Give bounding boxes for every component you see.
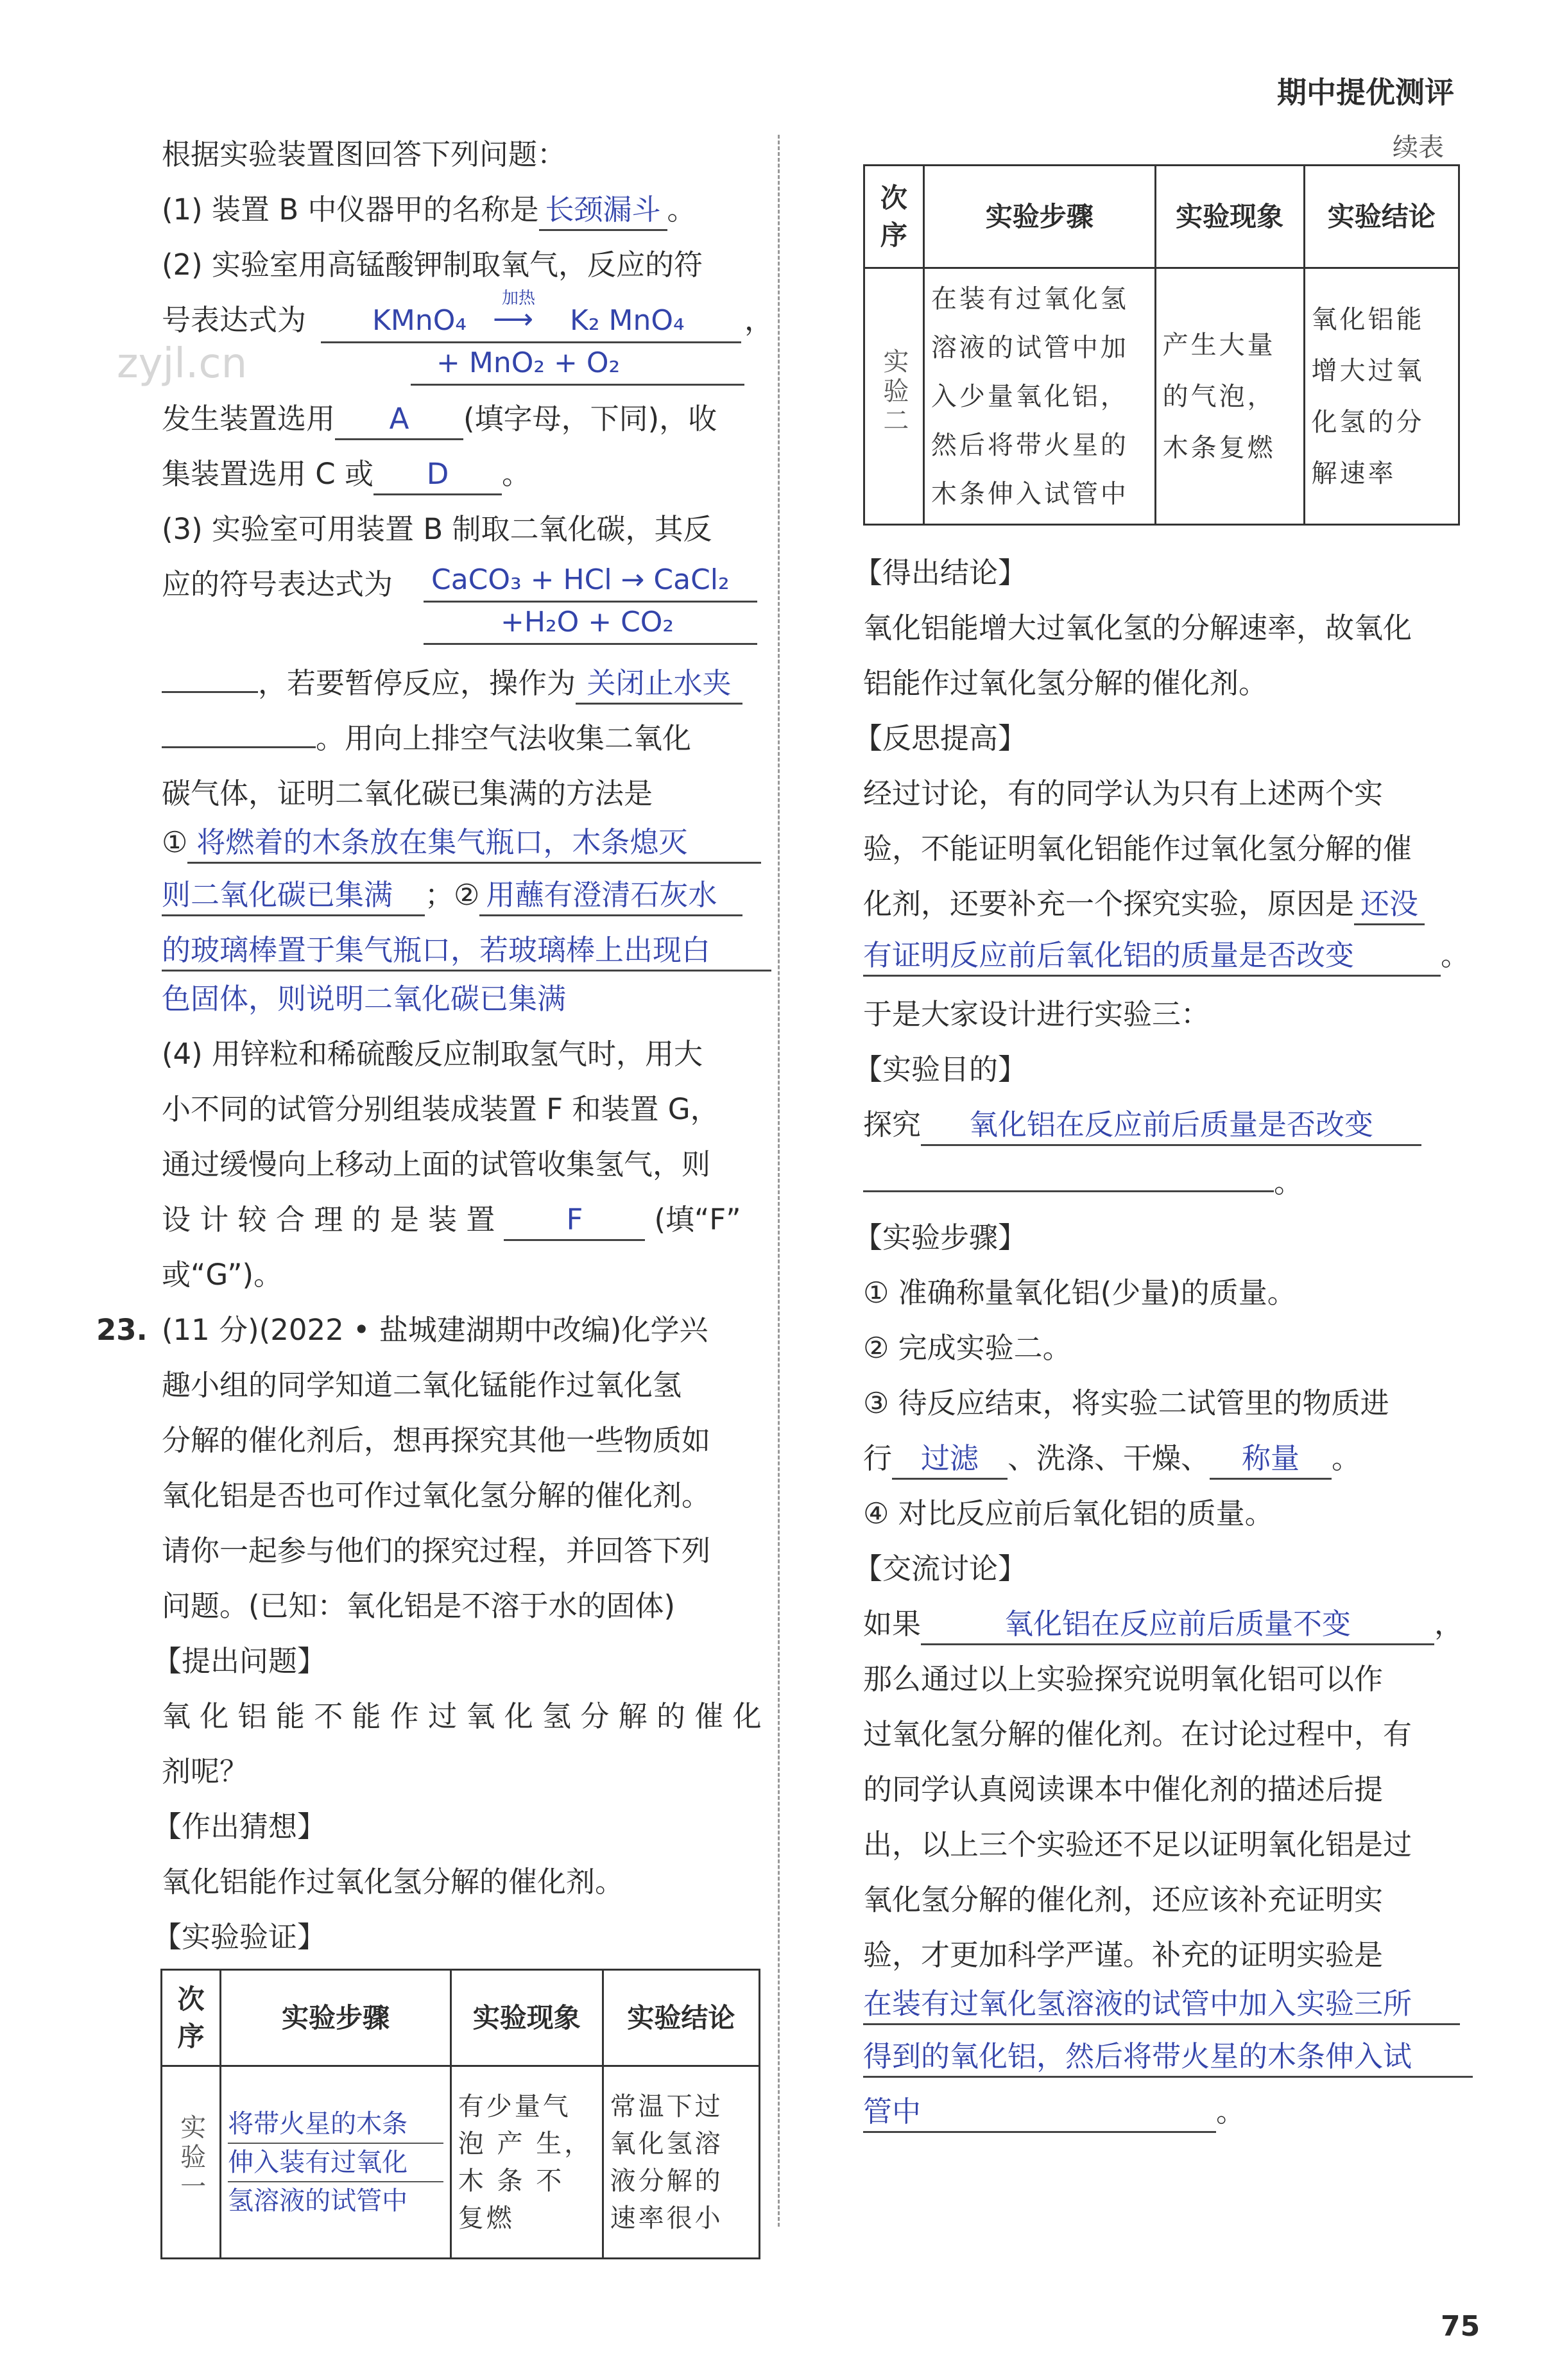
t1-header-conclusion: 实验结论 (603, 1970, 759, 2066)
q4-line4 (162, 1192, 741, 1247)
q2-gen-answer: A (335, 400, 463, 440)
discuss-comma: ， (1434, 1607, 1464, 1641)
page-header-title: 期中提优测评 (1277, 75, 1454, 110)
step1: ① 准确称量氧化铝(少量)的质量。 (863, 1276, 1296, 1310)
q23-line3: 分解的催化剂后，想再探究其他一些物质如 (162, 1423, 711, 1457)
reflect-end: 。 (1441, 938, 1470, 972)
t2-step-line5: 木条伸入试管中 (931, 479, 1129, 509)
final-answer-line2: 得到的氧化铝，然后将带火星的木条伸入试 (863, 2037, 1473, 2078)
q3-equation-line1 (424, 562, 757, 603)
q3-method-line3 (162, 923, 771, 978)
step3-mid: 、洗涤、干燥、 (1008, 1441, 1210, 1475)
q2-eq-arrow: ⟶ (493, 303, 534, 336)
reflect-answer-b: 有证明反应前后氧化铝的质量是否改变 (863, 936, 1441, 977)
t2-step-line3: 入少量氧化铝， (931, 381, 1129, 411)
q23-question-2: 剂呢？ (162, 1754, 249, 1788)
q2-eq-reactant: KMnO₄ (372, 304, 467, 337)
q2-col-end: 。 (502, 457, 531, 491)
purpose-line2 (863, 1155, 1303, 1210)
reflect-answer-a: 还没 (1354, 885, 1425, 925)
q4-answer: F (504, 1201, 645, 1241)
q3-eq1: CaCO₃ + HCl → CaCl₂ (431, 563, 730, 596)
q3-line1: (3) 实验室可用装置 B 制取二氧化碳，其反 (162, 512, 712, 546)
q1-answer: 长颈漏斗 (539, 191, 667, 231)
t2-co-line1: 氧化铝能 (1311, 304, 1425, 334)
discuss-d6: 验，才更加科学严谨。补充的证明实验是 (863, 1938, 1384, 1972)
t2-order-text: 实验二 (879, 348, 909, 436)
q2-eq-product1: K₂ MnO₄ (570, 304, 685, 337)
t2-ph-line3: 木条复燃 (1162, 432, 1276, 463)
t1-step-line1: 将带火星的木条 (228, 2105, 443, 2144)
q4-line5: 或“G”)。 (162, 1258, 283, 1292)
q2-equation-line1 (321, 289, 741, 343)
discuss-d5: 氧化氢分解的催化剂，还应该补充证明实 (863, 1883, 1384, 1917)
t2-header-phenomenon: 实验现象 (1155, 166, 1304, 268)
t1-step-line3: 氢溶液的试管中 (228, 2186, 408, 2216)
t2-header-order: 次序 (864, 166, 924, 268)
q23-guess-heading: 【作出猜想】 (153, 1810, 327, 1844)
q1-end: 。 (667, 193, 696, 227)
t2-phenomenon (1155, 268, 1304, 525)
step3-a: ③ 待反应结束，将实验二试管里的物质进 (863, 1386, 1389, 1420)
q2-gen-note: (填字母，下同)，收 (463, 402, 717, 436)
q3-method-line4 (162, 972, 566, 1027)
final-answer-2 (863, 2029, 1473, 2084)
t2-ph-line2: 的气泡， (1162, 381, 1276, 411)
q3-m2-answer-c: 色固体，则说明二氧化碳已集满 (162, 982, 567, 1016)
q4-prompt: 设 计 较 合 理 的 是 装 置 (162, 1203, 495, 1237)
t2-header-step: 实验步骤 (923, 166, 1155, 268)
t1-order-text: 实验一 (176, 2114, 206, 2202)
q4-line1: (4) 用锌粒和稀硫酸反应制取氢气时，用大 (162, 1037, 703, 1071)
discuss-d2: 过氧化氢分解的催化剂。在讨论过程中，有 (863, 1717, 1412, 1751)
q3-pause-answer: 关闭止水夹 (576, 664, 742, 705)
q4-line2: 小不同的试管分别组装成装置 F 和装置 G， (162, 1092, 719, 1126)
q23-guess: 氧化铝能作过氧化氢分解的催化剂。 (162, 1865, 624, 1899)
q2-line1: (2) 实验室用高锰酸钾制取氧气，反应的符 (162, 248, 703, 282)
reflect-line4 (863, 928, 1470, 983)
purpose-line (863, 1097, 1421, 1152)
q1-prompt: (1) 装置 B 中仪器甲的名称是 (162, 193, 539, 227)
q2-col-line (162, 447, 531, 502)
q3-blank-continuation-2 (162, 746, 316, 748)
t1-order (162, 2066, 221, 2259)
q3-eq2: +H₂O + CO₂ (501, 606, 674, 638)
q2-gen-line (162, 391, 717, 447)
t2-header-conclusion: 实验结论 (1304, 166, 1459, 268)
final-answer-line3: 管中 (863, 2093, 1216, 2133)
q2-gen-prompt: 发生装置选用 (162, 402, 336, 436)
q2-eq-comma: ， (744, 303, 774, 337)
discuss-line (863, 1597, 1463, 1652)
steps-heading: 【实验步骤】 (853, 1220, 1027, 1254)
reflect-line3 (863, 877, 1425, 932)
q23-verify-heading: 【实验验证】 (153, 1920, 327, 1954)
q2-equation-line2 (411, 347, 744, 386)
q3-m1-answer-a: 将燃着的木条放在集气瓶口，木条熄灭 (187, 823, 761, 864)
q2-eq-condition: 加热 (502, 289, 536, 308)
t1-co-line3: 液分解的 (610, 2166, 723, 2196)
q3-pause-prompt: ，若要暂停反应，操作为 (258, 666, 576, 700)
q23-number: 23. (96, 1313, 148, 1347)
t2-step-line2: 溶液的试管中加 (931, 332, 1129, 363)
t2-step-line1: 在装有过氧化氢 (931, 284, 1129, 314)
discuss-answer: 氧化铝在反应前后质量不变 (921, 1605, 1434, 1645)
reflect-prompt: 化剂，还要补充一个探究实验，原因是 (863, 887, 1355, 921)
conclude-line2: 铝能作过氧化氢分解的催化剂。 (863, 666, 1268, 700)
conclude-heading: 【得出结论】 (853, 556, 1027, 590)
q23-question-1: 氧 化 铝 能 不 能 作 过 氧 化 氢 分 解 的 催 化 (162, 1699, 762, 1733)
q3-blank-continuation (162, 691, 258, 693)
q23-line1: (11 分)(2022 • 盐城建湖期中改编)化学兴 (162, 1313, 708, 1347)
step3-end: 。 (1332, 1441, 1361, 1475)
q3-method-line2 (162, 868, 742, 923)
q3-line5-text: 。用向上排空气法收集二氧化 (316, 721, 692, 755)
q23-line5: 请你一起参与他们的探究过程，并回答下列 (162, 1534, 711, 1568)
purpose-prompt: 探究 (863, 1108, 922, 1142)
q3-pause-line (162, 656, 742, 711)
q3-m2-answer-b: 的玻璃棒置于集气瓶口，若玻璃棒上出现白 (162, 931, 771, 972)
q23-line4: 氧化铝是否也可作过氧化氢分解的催化剂。 (162, 1478, 711, 1512)
t1-header-step: 实验步骤 (221, 1970, 451, 2066)
final-answer-3 (863, 2084, 1245, 2139)
final-answer-line1: 在装有过氧化氢溶液的试管中加入实验三所 (863, 1985, 1460, 2025)
purpose-answer: 氧化铝在反应前后质量是否改变 (921, 1106, 1421, 1146)
reflect-line2: 验，不能证明氧化铝能作过氧化氢分解的催 (863, 832, 1412, 866)
t1-header-order: 次序 (162, 1970, 221, 2066)
conclude-line1: 氧化铝能增大过氧化氢的分解速率，故氧化 (863, 611, 1412, 645)
q3-m2-sep: ；② (425, 878, 480, 912)
q1-text (162, 182, 696, 237)
final-end: 。 (1216, 2094, 1246, 2128)
q3-m1-label: ① (162, 825, 188, 859)
q23-line2: 趣小组的同学知道二氧化锰能作过氧化氢 (162, 1368, 682, 1402)
t2-co-line2: 增大过氧 (1311, 355, 1425, 386)
purpose-end: 。 (1274, 1165, 1303, 1199)
watermark: zyjl.cn (117, 340, 248, 388)
step3-answer-2: 称量 (1210, 1439, 1332, 1480)
t2-step-line4: 然后将带火星的 (931, 430, 1129, 460)
final-answer-1 (863, 1976, 1460, 2032)
q3-line6: 碳气体，证明二氧化碳已集满的方法是 (162, 776, 653, 810)
step3-b (863, 1431, 1360, 1486)
step2: ② 完成实验二。 (863, 1331, 1072, 1365)
t1-ph-line1: 有少量气 (458, 2091, 571, 2121)
t1-conclusion (603, 2066, 759, 2259)
t2-conclusion (1304, 268, 1459, 525)
design3-text: 于是大家设计进行实验三： (863, 997, 1210, 1031)
t1-ph-line2: 泡 产 生， (458, 2128, 593, 2159)
q2-col-prompt: 集装置选用 C 或 (162, 457, 374, 491)
t1-co-line4: 速率很小 (610, 2203, 723, 2233)
t1-co-line1: 常温下过 (610, 2091, 723, 2121)
discuss-d3: 的同学认真阅读课本中催化剂的描述后提 (863, 1772, 1384, 1806)
t1-step (221, 2066, 451, 2259)
discuss-prompt: 如果 (863, 1607, 922, 1641)
t2-step (923, 268, 1155, 525)
t1-step-line2: 伸入装有过氧化 (228, 2144, 443, 2182)
q3-line2: 应的符号表达式为 (162, 567, 393, 601)
t2-co-line4: 解速率 (1311, 458, 1396, 488)
purpose-heading: 【实验目的】 (853, 1052, 1027, 1086)
q3-method1-a (162, 815, 761, 870)
q3-equation-line2 (424, 606, 757, 645)
purpose-blank-continuation (863, 1190, 1274, 1192)
q23-raise-heading: 【提出问题】 (153, 1644, 327, 1678)
continued-label: 续表 (1393, 133, 1444, 162)
t2-ph-line1: 产生大量 (1162, 330, 1276, 360)
step3-prompt: 行 (863, 1441, 893, 1475)
experiment1-table (160, 1969, 760, 2259)
column-divider (778, 135, 780, 2227)
discuss-d1: 那么通过以上实验探究说明氧化铝可以作 (863, 1662, 1384, 1696)
reflect-heading: 【反思提高】 (853, 721, 1027, 755)
t2-co-line3: 化氢的分 (1311, 407, 1425, 437)
q2-eq-products: + MnO₂ + O₂ (436, 347, 621, 379)
page-number: 75 (1441, 2310, 1480, 2343)
step3-answer-1: 过滤 (892, 1439, 1008, 1480)
q23-line6: 问题。(已知：氧化铝是不溶于水的固体) (162, 1589, 676, 1623)
t1-phenomenon (450, 2066, 603, 2259)
t1-ph-line3: 木 条 不 (458, 2166, 565, 2196)
t1-ph-line4: 复燃 (458, 2203, 515, 2233)
experiment2-table (863, 164, 1460, 526)
discuss-d4: 出，以上三个实验还不足以证明氧化铝是过 (863, 1828, 1412, 1862)
step4: ④ 对比反应前后氧化铝的质量。 (863, 1496, 1274, 1530)
q2-line2: 号表达式为 (162, 303, 307, 337)
q2-col-answer: D (373, 455, 502, 495)
q3-m2-answer-a: 用蘸有澄清石灰水 (479, 876, 742, 916)
intro-text: 根据实验装置图回答下列问题： (162, 137, 567, 171)
discuss-heading: 【交流讨论】 (853, 1552, 1027, 1586)
q3-m1-answer-b: 则二氧化碳已集满 (162, 876, 425, 916)
q4-line3: 通过缓慢向上移动上面的试管收集氢气，则 (162, 1147, 711, 1181)
q3-line5 (162, 711, 691, 766)
t1-co-line2: 氧化氢溶 (610, 2128, 723, 2159)
t1-header-phenomenon: 实验现象 (450, 1970, 603, 2066)
t2-order (864, 268, 924, 525)
reflect-line1: 经过讨论，有的同学认为只有上述两个实 (863, 776, 1384, 810)
q4-note: (填“F” (654, 1203, 741, 1237)
